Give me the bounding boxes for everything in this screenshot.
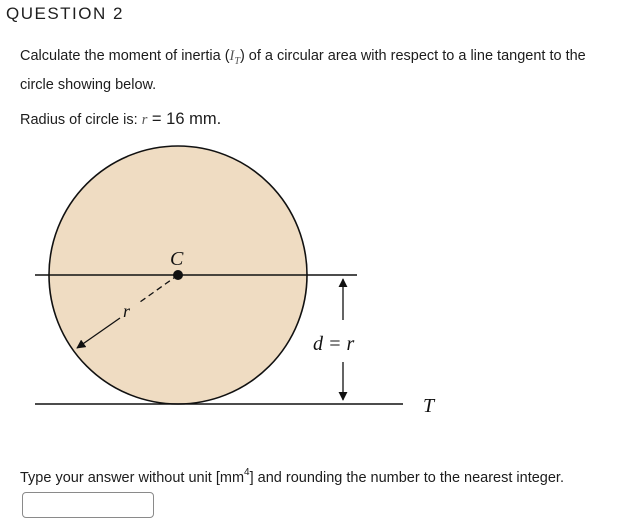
circle-diagram bbox=[0, 130, 636, 430]
prompt-text-part1: Calculate the moment of inertia ( bbox=[20, 48, 230, 64]
prompt-text-part2: ) of a circular area with respect to a line tangent to the bbox=[239, 48, 586, 64]
radius-label: r bbox=[123, 301, 131, 321]
center-label: C bbox=[170, 248, 184, 270]
radius-symbol: r bbox=[141, 112, 148, 128]
radius-prefix: Radius of circle is: bbox=[20, 112, 142, 128]
answer-instruction-part2: ] and rounding the number to the nearest integer. bbox=[249, 470, 564, 486]
question-header: QUESTION 2 bbox=[6, 4, 124, 23]
answer-instruction bbox=[20, 467, 564, 486]
radius-statement bbox=[20, 110, 221, 129]
tangent-label: T bbox=[423, 395, 435, 417]
question-prompt-line1 bbox=[20, 48, 586, 67]
inertia-subscript: T bbox=[234, 55, 240, 67]
answer-input[interactable] bbox=[22, 492, 154, 518]
question-prompt-line2: circle showing below. bbox=[20, 77, 157, 93]
radius-value: = 16 mm. bbox=[147, 110, 222, 128]
answer-instruction-superscript: 4 bbox=[244, 467, 250, 478]
answer-instruction-part1: Type your answer without unit [mm bbox=[20, 470, 245, 486]
inertia-symbol: I bbox=[229, 48, 235, 64]
centroid-point bbox=[173, 270, 183, 280]
distance-label: d = r bbox=[313, 333, 355, 355]
